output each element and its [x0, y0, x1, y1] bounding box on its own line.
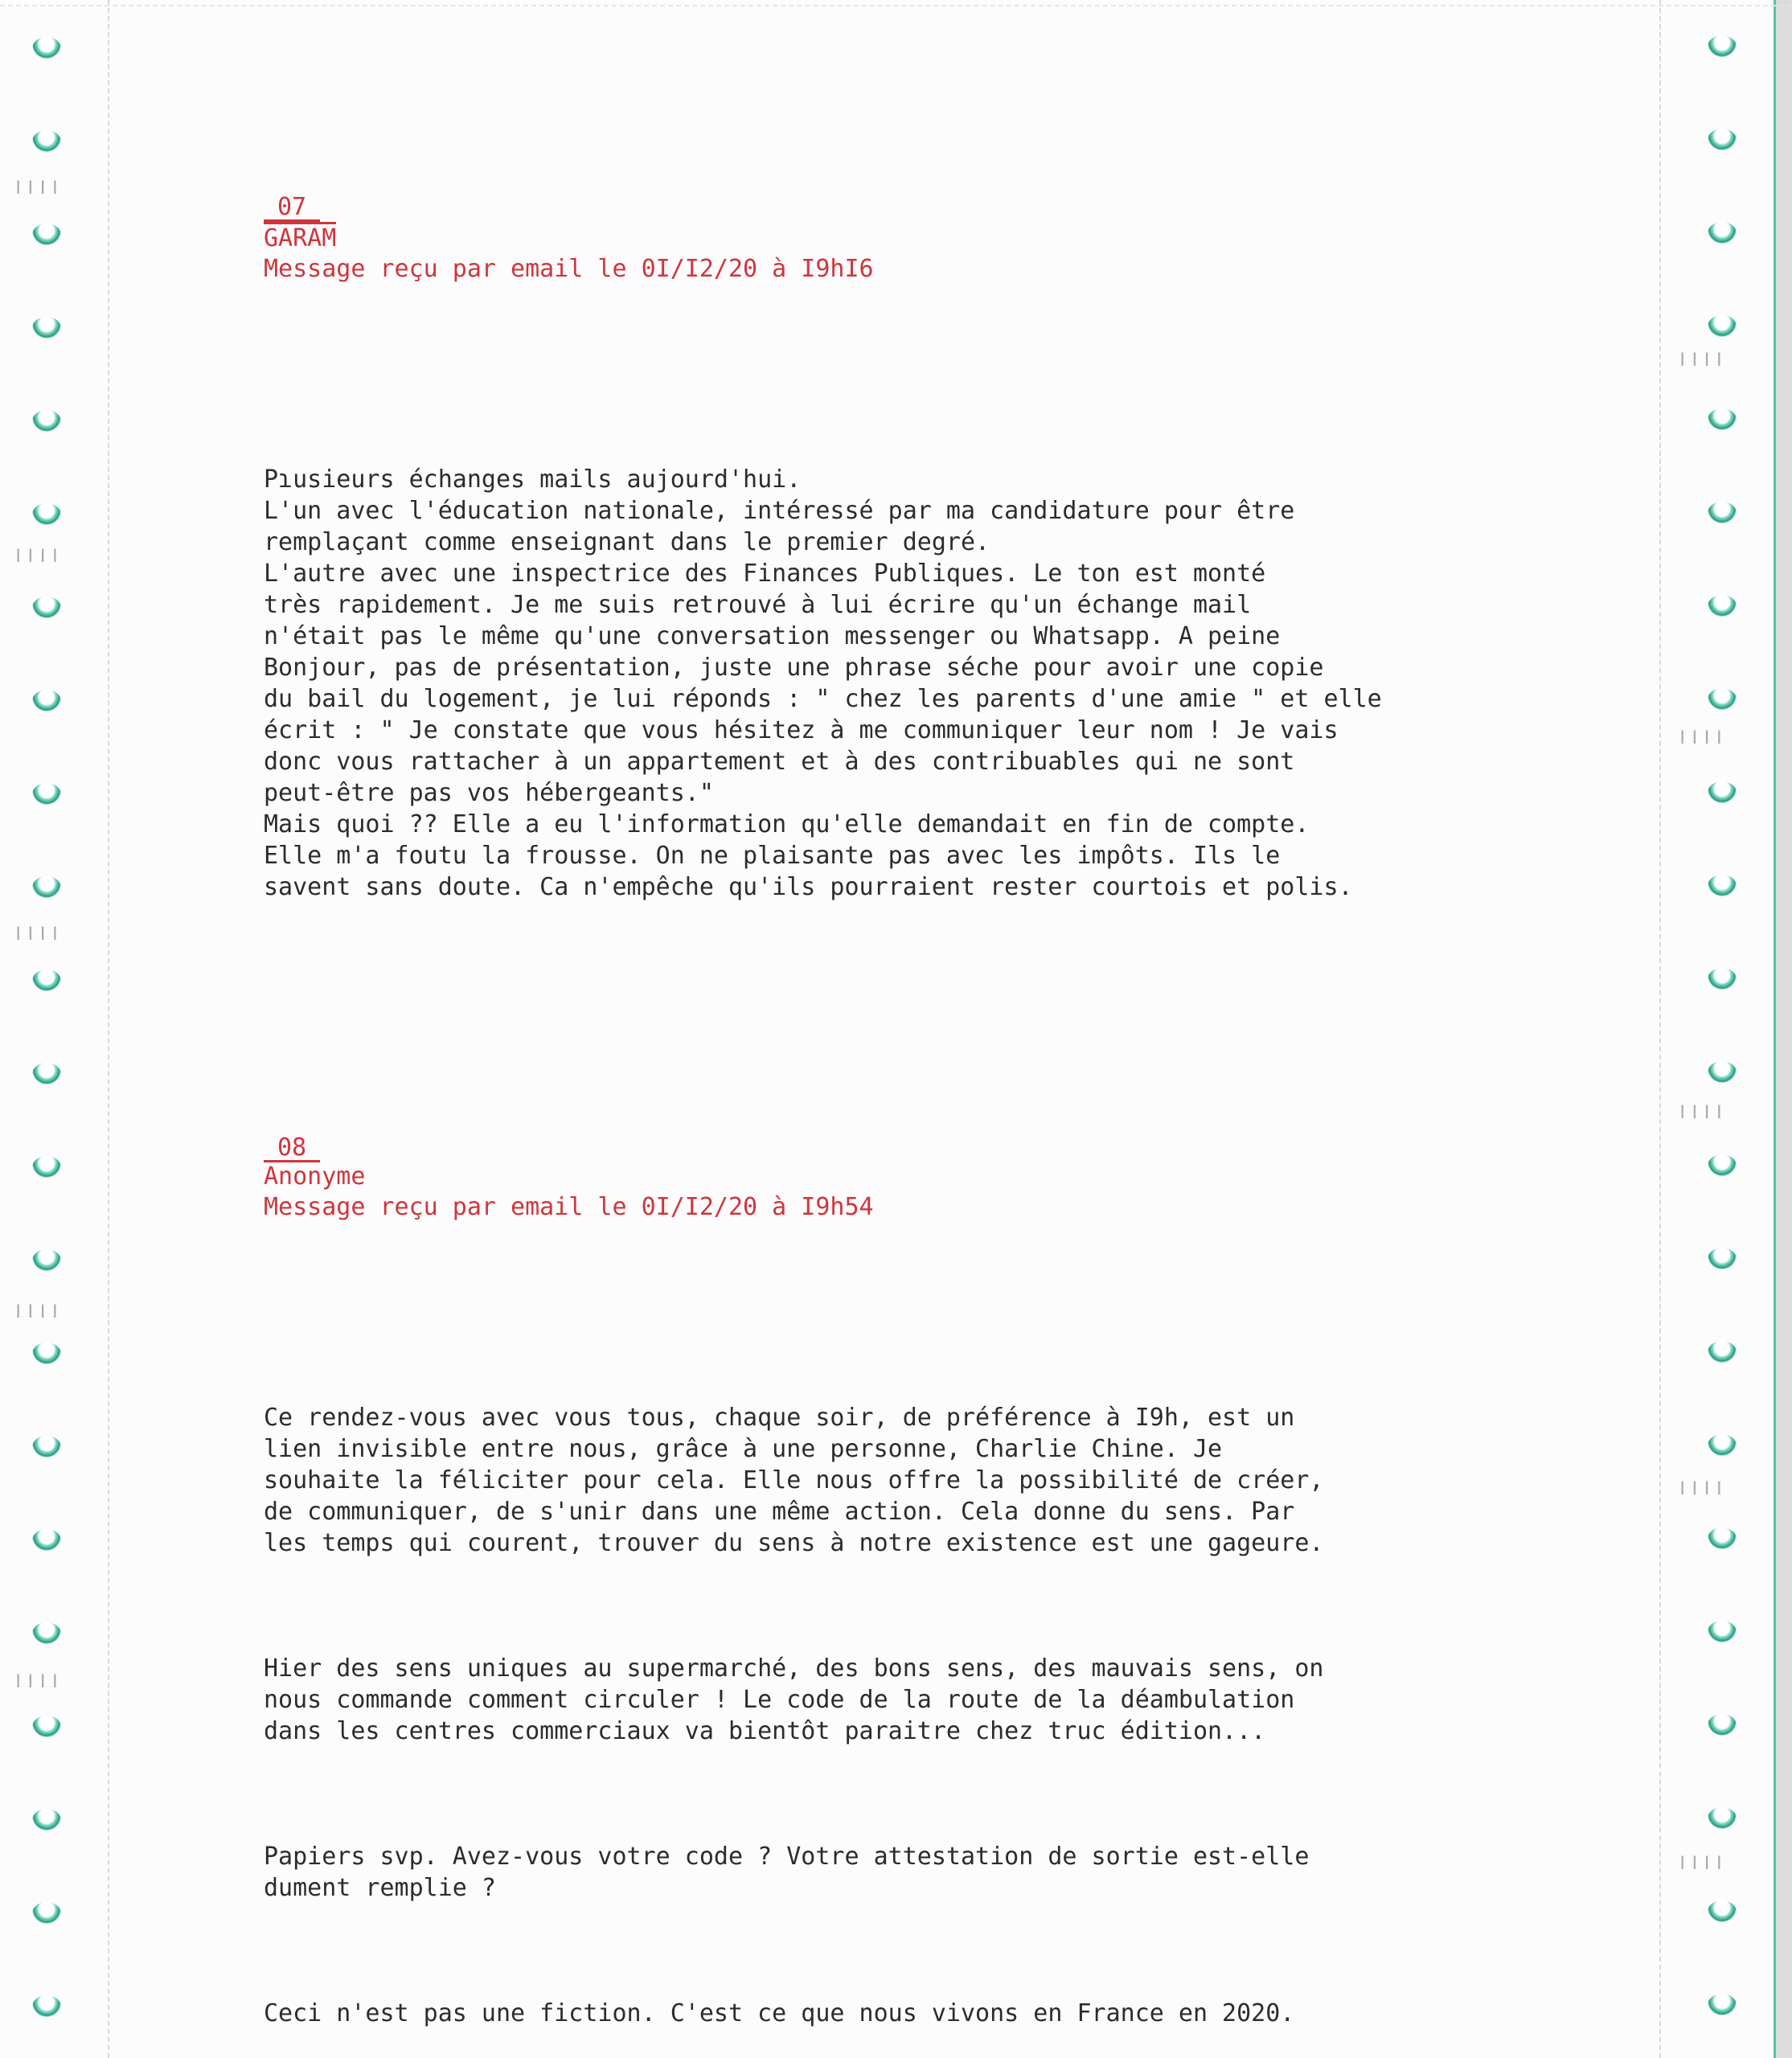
- entry-paragraph: Papiers svp. Avez-vous votre code ? Votre attestation de sortie est-elle dument remplie ?: [264, 1843, 1310, 1902]
- sprocket-hole-icon: [1708, 1621, 1737, 1643]
- sprocket-hole-icon: [32, 317, 61, 339]
- sprocket-hole-icon: [1708, 315, 1737, 338]
- sprocket-hole-icon: [1708, 1994, 1737, 2016]
- perforation-ticks: ǀǀǀǀ: [13, 547, 62, 567]
- sprocket-hole-icon: [32, 1063, 61, 1085]
- message-entry: [264, 1134, 1518, 2058]
- sprocket-hole-icon: [32, 1995, 61, 2018]
- sprocket-hole-icon: [32, 1809, 61, 1831]
- sprocket-hole-icon: [1708, 1807, 1737, 1830]
- sprocket-hole-icon: [1708, 1154, 1737, 1177]
- perforation-ticks: ǀǀǀǀ: [13, 924, 62, 945]
- perforation-ticks: ǀǀǀǀ: [13, 178, 62, 199]
- sprocket-hole-icon: [1708, 1248, 1737, 1270]
- entry-paragraph: Ce rendez-vous avec vous tous, chaque soir, de préférence à I9h, est un lien invisible entre nous, grâce à une personne, Charlie Chine. Je souhaite la féliciter pour cela. Elle nous offre la possibilité de créer, de communiquer, de s'unir dans une même action. Cela donne du sens. Par les temps qui courent, trouver du sens à notre existence est une gageure.: [264, 1404, 1324, 1557]
- entry-body: [264, 1339, 1518, 2058]
- sprocket-hole-icon: [32, 1343, 61, 1365]
- sprocket-hole-icon: [1708, 1061, 1737, 1084]
- sprocket-hole-icon: [1708, 129, 1737, 151]
- sprocket-hole-icon: [1708, 222, 1737, 244]
- perforation-ticks: ǀǀǀǀ: [13, 1302, 62, 1322]
- sprocket-hole-icon: [32, 783, 61, 806]
- sprocket-hole-icon: [1708, 1341, 1737, 1363]
- sprocket-hole-icon: [32, 1436, 61, 1458]
- sprocket-hole-icon: [1708, 968, 1737, 990]
- entry-author: Anonyme: [264, 1162, 366, 1191]
- sprocket-hole-icon: [1708, 35, 1737, 58]
- entry-paragraph: Pɿusieurs échanges mails aujourd'hui. L'un avec l'éducation nationale, intéressé par ma candidature pour être remplaçant comme enseignant dans le premier degré. L'autre avec une inspectrice des Finances Publiques. Le ton est monté très rapidement. Je me suis retrouvé à lui écrire qu'un échange mail n'était pas le même qu'une conversation messenger ou Whatsapp. A peine Bonjour, pas de présentation, juste une phrase séche pour avoir une copie du bail du logement, je lui réponds : " chez les parents d'une amie " et elle écrit : " Je constate que vous hésitez à me communiquer leur nom ! Je vais donc vous rattacher à un appartement et à des contribuables qui ne sont peut-être pas vos hébergeants." Mais quoi ?? Elle a eu l'information qu'elle demandait en fin de compte. Elle m'a foutu la frousse. On ne plaisante pas avec les impôts. Ils le savent sans doute. Ca n'empêche qu'ils pourraient rester courtois et polis.: [264, 465, 1382, 901]
- perforation-ticks: ǀǀǀǀ: [1677, 1479, 1726, 1499]
- entry-received-line: Message reçu par email le 0I/I2/20 à I9hI6: [264, 255, 874, 283]
- sprocket-hole-icon: [32, 37, 61, 59]
- perforation-ticks: ǀǀǀǀ: [1677, 1103, 1726, 1123]
- right-tractor-margin: [1659, 0, 1792, 2058]
- sprocket-hole-icon: [32, 1622, 61, 1645]
- sprocket-hole-icon: [1708, 781, 1737, 804]
- sprocket-hole-icon: [32, 970, 61, 992]
- entry-paragraph: Hier des sens uniques au supermarché, des bons sens, des mauvais sens, on nous commande comment circuler ! Le code de la route de la déambulation dans les centres commerciaux va bientôt paraitre chez truc édition...: [264, 1654, 1324, 1745]
- sprocket-hole-icon: [32, 690, 61, 712]
- sprocket-hole-icon: [1708, 688, 1737, 711]
- perforation-ticks: ǀǀǀǀ: [13, 1672, 62, 1692]
- entry-number: 07: [264, 193, 320, 222]
- message-entry: [264, 193, 1518, 965]
- perforation-ticks: ǀǀǀǀ: [1677, 728, 1726, 748]
- sprocket-hole-icon: [1708, 408, 1737, 431]
- perforation-ticks: ǀǀǀǀ: [1677, 1854, 1726, 1874]
- sprocket-hole-icon: [1708, 1900, 1737, 1923]
- sprocket-hole-icon: [1708, 502, 1737, 524]
- sprocket-hole-icon: [1708, 875, 1737, 897]
- left-tractor-margin: [0, 0, 109, 2058]
- perforation-ticks: ǀǀǀǀ: [1677, 351, 1726, 371]
- entry-number: 08: [264, 1134, 320, 1162]
- entry-author: GARAM: [264, 222, 336, 253]
- sprocket-hole-icon: [32, 1902, 61, 1925]
- sprocket-hole-icon: [1708, 1527, 1737, 1550]
- sprocket-hole-icon: [1708, 1714, 1737, 1736]
- right-paper-edge: [1774, 0, 1792, 2058]
- sprocket-hole-icon: [32, 223, 61, 246]
- sprocket-hole-icon: [32, 503, 61, 526]
- sprocket-hole-icon: [32, 1716, 61, 1738]
- sprocket-hole-icon: [32, 1529, 61, 1552]
- entry-received-line: Message reçu par email le 0I/I2/20 à I9h54: [264, 1193, 874, 1221]
- sprocket-hole-icon: [32, 596, 61, 619]
- sprocket-hole-icon: [32, 1156, 61, 1179]
- sprocket-hole-icon: [1708, 1434, 1737, 1457]
- sprocket-hole-icon: [1708, 595, 1737, 617]
- entry-body: [264, 401, 1518, 965]
- top-perforation-line: [0, 5, 1792, 6]
- sprocket-hole-icon: [32, 876, 61, 899]
- entry-paragraph: Ceci n'est pas une fiction. C'est ce que nous vivons en France en 2020.: [264, 1999, 1295, 2027]
- sprocket-hole-icon: [32, 410, 61, 433]
- sprocket-hole-icon: [32, 130, 61, 153]
- sprocket-hole-icon: [32, 1249, 61, 1272]
